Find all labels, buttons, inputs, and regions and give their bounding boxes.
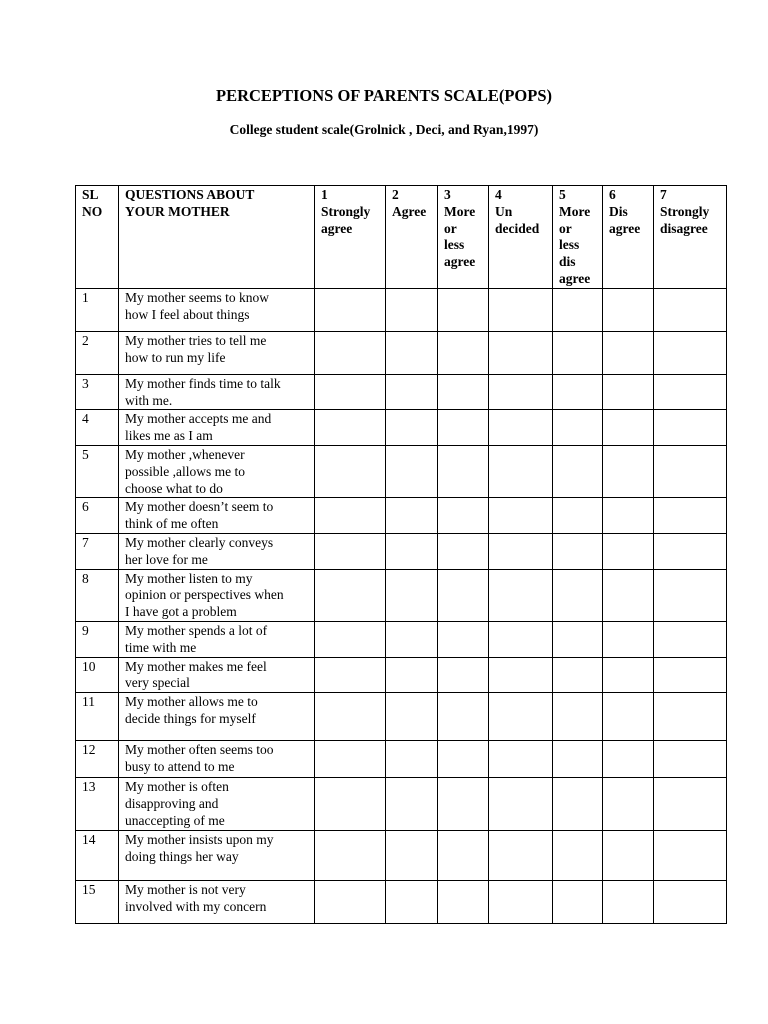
scale-number: 5 — [559, 187, 566, 202]
scale-header-7 — [654, 186, 727, 289]
rating-cell-3[interactable] — [438, 621, 489, 657]
table-row — [76, 831, 727, 881]
rating-cell-1[interactable] — [315, 445, 386, 497]
rating-cell-3[interactable] — [438, 778, 489, 831]
scale-label-line: Strongly — [321, 203, 371, 219]
row-number: 6 — [76, 498, 119, 534]
rating-cell-2[interactable] — [386, 831, 438, 881]
rating-cell-6[interactable] — [603, 410, 654, 446]
question-line: My mother is not very — [125, 882, 246, 898]
question-text — [119, 445, 315, 497]
scale-label-line: agree — [559, 270, 591, 286]
rating-cell-5[interactable] — [553, 498, 603, 534]
rating-cell-7[interactable] — [654, 621, 727, 657]
rating-cell-2[interactable] — [386, 410, 438, 446]
rating-cell-1[interactable] — [315, 657, 386, 693]
table-row — [76, 881, 727, 924]
question-line: disapproving and — [125, 795, 219, 811]
scale-header-2 — [386, 186, 438, 289]
question-line: time with me — [125, 639, 197, 655]
scale-label-line: decided — [495, 220, 540, 236]
rating-cell-1[interactable] — [315, 831, 386, 881]
question-text — [119, 410, 315, 446]
scale-label-line: less — [444, 237, 465, 253]
scale-label-line: More — [444, 203, 476, 219]
rating-cell-4[interactable] — [489, 288, 553, 331]
rating-cell-5[interactable] — [553, 410, 603, 446]
rating-cell-5[interactable] — [553, 741, 603, 778]
scale-header-6 — [603, 186, 654, 289]
question-line: My mother is often — [125, 779, 229, 795]
rating-cell-4[interactable] — [489, 778, 553, 831]
question-text — [119, 831, 315, 881]
rating-cell-2[interactable] — [386, 657, 438, 693]
rating-cell-2[interactable] — [386, 693, 438, 741]
table-row — [76, 693, 727, 741]
rating-cell-2[interactable] — [386, 498, 438, 534]
rating-cell-4[interactable] — [489, 693, 553, 741]
table-row — [76, 569, 727, 621]
rating-cell-5[interactable] — [553, 881, 603, 924]
rating-cell-4[interactable] — [489, 741, 553, 778]
rating-cell-5[interactable] — [553, 657, 603, 693]
table-row — [76, 374, 727, 410]
scale-header-3 — [438, 186, 489, 289]
scale-label-line: or — [444, 220, 457, 236]
scale-label-line: Un — [495, 203, 513, 219]
scale-label-line: Strongly — [660, 203, 710, 219]
question-line: My mother doesn’t seem to — [125, 499, 274, 515]
rating-cell-5[interactable] — [553, 693, 603, 741]
rating-cell-4[interactable] — [489, 374, 553, 410]
scale-label-line: disagree — [660, 220, 708, 236]
table-row — [76, 778, 727, 831]
question-text — [119, 741, 315, 778]
rating-cell-1[interactable] — [315, 741, 386, 778]
rating-cell-6[interactable] — [603, 831, 654, 881]
rating-cell-3[interactable] — [438, 831, 489, 881]
rating-cell-5[interactable] — [553, 831, 603, 881]
rating-cell-6[interactable] — [603, 374, 654, 410]
question-header-line: YOUR MOTHER — [125, 203, 230, 219]
question-line: her love for me — [125, 551, 208, 567]
question-line: My mother clearly conveys — [125, 534, 274, 550]
question-text — [119, 374, 315, 410]
rating-cell-5[interactable] — [553, 621, 603, 657]
rating-cell-1[interactable] — [315, 569, 386, 621]
question-line: likes me as I am — [125, 428, 213, 444]
rating-cell-4[interactable] — [489, 498, 553, 534]
rating-cell-2[interactable] — [386, 569, 438, 621]
rating-cell-1[interactable] — [315, 881, 386, 924]
table-row — [76, 410, 727, 446]
table-row — [76, 621, 727, 657]
rating-cell-1[interactable] — [315, 331, 386, 374]
rating-cell-6[interactable] — [603, 741, 654, 778]
question-text — [119, 657, 315, 693]
rating-cell-1[interactable] — [315, 778, 386, 831]
row-number: 1 — [76, 288, 119, 331]
rating-cell-6[interactable] — [603, 331, 654, 374]
rating-cell-3[interactable] — [438, 881, 489, 924]
row-number: 7 — [76, 533, 119, 569]
rating-cell-7[interactable] — [654, 831, 727, 881]
scale-label-line: agree — [609, 220, 641, 236]
question-line: My mother seems to know — [125, 289, 269, 305]
question-line: My mother allows me to — [125, 694, 258, 710]
scale-label-line: agree — [444, 254, 476, 270]
rating-cell-5[interactable] — [553, 778, 603, 831]
rating-cell-1[interactable] — [315, 693, 386, 741]
scale-number: 1 — [321, 187, 328, 202]
rating-cell-7[interactable] — [654, 741, 727, 778]
page-title: PERCEPTIONS OF PARENTS SCALE(POPS) — [216, 86, 552, 105]
question-line: think of me often — [125, 516, 219, 532]
rating-cell-5[interactable] — [553, 445, 603, 497]
rating-cell-1[interactable] — [315, 498, 386, 534]
scale-number: 2 — [392, 187, 399, 202]
scale-label-line: Agree — [392, 203, 427, 219]
question-line: My mother insists upon my — [125, 832, 274, 848]
rating-cell-7[interactable] — [654, 331, 727, 374]
question-header-line: QUESTIONS ABOUT — [125, 187, 255, 202]
rating-cell-2[interactable] — [386, 741, 438, 778]
scale-header-4 — [489, 186, 553, 289]
rating-cell-7[interactable] — [654, 445, 727, 497]
rating-cell-2[interactable] — [386, 881, 438, 924]
rating-cell-6[interactable] — [603, 498, 654, 534]
row-number: 9 — [76, 621, 119, 657]
question-line: My mother listen to my — [125, 570, 253, 586]
scale-number: 6 — [609, 187, 616, 202]
rating-cell-4[interactable] — [489, 533, 553, 569]
table-row — [76, 445, 727, 497]
scale-label-line: agree — [321, 220, 353, 236]
question-line: how I feel about things — [125, 306, 250, 322]
rating-cell-3[interactable] — [438, 374, 489, 410]
question-line: busy to attend to me — [125, 758, 235, 774]
row-number: 5 — [76, 445, 119, 497]
sl-header-line: SL — [82, 187, 99, 202]
rating-cell-2[interactable] — [386, 288, 438, 331]
rating-cell-7[interactable] — [654, 778, 727, 831]
rating-cell-3[interactable] — [438, 693, 489, 741]
scale-number: 4 — [495, 187, 502, 202]
question-line: opinion or perspectives when — [125, 587, 284, 603]
question-text — [119, 331, 315, 374]
question-text — [119, 288, 315, 331]
rating-cell-6[interactable] — [603, 778, 654, 831]
scale-header-5 — [553, 186, 603, 289]
question-line: My mother ,whenever — [125, 446, 245, 462]
rating-cell-6[interactable] — [603, 693, 654, 741]
table-row — [76, 498, 727, 534]
rating-cell-6[interactable] — [603, 288, 654, 331]
question-text — [119, 533, 315, 569]
rating-cell-1[interactable] — [315, 410, 386, 446]
question-text — [119, 569, 315, 621]
rating-cell-5[interactable] — [553, 288, 603, 331]
questions-header — [119, 186, 315, 289]
rating-cell-3[interactable] — [438, 569, 489, 621]
scale-label-line: or — [559, 220, 572, 236]
row-number: 10 — [76, 657, 119, 693]
row-number: 2 — [76, 331, 119, 374]
row-number: 14 — [76, 831, 119, 881]
rating-cell-7[interactable] — [654, 533, 727, 569]
rating-cell-5[interactable] — [553, 331, 603, 374]
row-number: 15 — [76, 881, 119, 924]
rating-cell-4[interactable] — [489, 569, 553, 621]
question-line: how to run my life — [125, 349, 226, 365]
rating-cell-3[interactable] — [438, 410, 489, 446]
rating-cell-4[interactable] — [489, 621, 553, 657]
question-line: unaccepting of me — [125, 812, 225, 828]
row-number: 13 — [76, 778, 119, 831]
table-row — [76, 741, 727, 778]
scale-label-line: Dis — [609, 203, 628, 219]
row-number: 8 — [76, 569, 119, 621]
question-line: My mother accepts me and — [125, 411, 272, 427]
question-line: possible ,allows me to — [125, 463, 245, 479]
rating-cell-3[interactable] — [438, 445, 489, 497]
question-line: I have got a problem — [125, 604, 237, 620]
scale-header-1 — [315, 186, 386, 289]
survey-table — [75, 185, 727, 924]
question-text — [119, 881, 315, 924]
question-line: very special — [125, 675, 190, 691]
question-line: My mother often seems too — [125, 742, 274, 758]
rating-cell-6[interactable] — [603, 657, 654, 693]
rating-cell-1[interactable] — [315, 288, 386, 331]
question-text — [119, 693, 315, 741]
rating-cell-7[interactable] — [654, 657, 727, 693]
rating-cell-4[interactable] — [489, 331, 553, 374]
rating-cell-5[interactable] — [553, 569, 603, 621]
rating-cell-7[interactable] — [654, 410, 727, 446]
rating-cell-7[interactable] — [654, 569, 727, 621]
rating-cell-6[interactable] — [603, 445, 654, 497]
scale-label-line: less — [559, 237, 580, 253]
rating-cell-5[interactable] — [553, 533, 603, 569]
sl-no-header — [76, 186, 119, 289]
scale-label-line: More — [559, 203, 591, 219]
rating-cell-2[interactable] — [386, 778, 438, 831]
rating-cell-3[interactable] — [438, 288, 489, 331]
table-row — [76, 331, 727, 374]
row-number: 3 — [76, 374, 119, 410]
question-text — [119, 498, 315, 534]
rating-cell-2[interactable] — [386, 533, 438, 569]
rating-cell-2[interactable] — [386, 445, 438, 497]
rating-cell-4[interactable] — [489, 445, 553, 497]
question-line: doing things her way — [125, 848, 239, 864]
sl-header-line: NO — [82, 203, 103, 219]
rating-cell-4[interactable] — [489, 831, 553, 881]
rating-cell-6[interactable] — [603, 533, 654, 569]
table-row — [76, 533, 727, 569]
rating-cell-3[interactable] — [438, 331, 489, 374]
rating-cell-2[interactable] — [386, 374, 438, 410]
scale-label-line: dis — [559, 254, 576, 270]
question-line: My mother tries to tell me — [125, 332, 267, 348]
rating-cell-1[interactable] — [315, 621, 386, 657]
rating-cell-1[interactable] — [315, 374, 386, 410]
rating-cell-6[interactable] — [603, 881, 654, 924]
question-line: decide things for myself — [125, 710, 256, 726]
rating-cell-3[interactable] — [438, 657, 489, 693]
header-row — [76, 186, 727, 289]
rating-cell-3[interactable] — [438, 741, 489, 778]
question-text — [119, 621, 315, 657]
rating-cell-6[interactable] — [603, 569, 654, 621]
rating-cell-3[interactable] — [438, 498, 489, 534]
table-row — [76, 288, 727, 331]
rating-cell-3[interactable] — [438, 533, 489, 569]
page-subtitle: College student scale(Grolnick , Deci, and Ryan,1997) — [229, 122, 539, 137]
row-number: 12 — [76, 741, 119, 778]
rating-cell-5[interactable] — [553, 374, 603, 410]
question-line: involved with my concern — [125, 898, 267, 914]
rating-cell-7[interactable] — [654, 693, 727, 741]
rating-cell-6[interactable] — [603, 621, 654, 657]
rating-cell-7[interactable] — [654, 881, 727, 924]
rating-cell-4[interactable] — [489, 657, 553, 693]
rating-cell-4[interactable] — [489, 410, 553, 446]
question-line: with me. — [125, 392, 173, 408]
rating-cell-4[interactable] — [489, 881, 553, 924]
question-line: My mother finds time to talk — [125, 375, 281, 391]
rating-cell-2[interactable] — [386, 331, 438, 374]
rating-cell-1[interactable] — [315, 533, 386, 569]
row-number: 4 — [76, 410, 119, 446]
question-text — [119, 778, 315, 831]
scale-number: 7 — [660, 187, 667, 202]
rating-cell-7[interactable] — [654, 498, 727, 534]
scale-number: 3 — [444, 187, 451, 202]
question-line: My mother spends a lot of — [125, 622, 268, 638]
question-line: choose what to do — [125, 480, 223, 496]
question-line: My mother makes me feel — [125, 658, 267, 674]
rating-cell-2[interactable] — [386, 621, 438, 657]
rating-cell-7[interactable] — [654, 288, 727, 331]
row-number: 11 — [76, 693, 119, 741]
table-row — [76, 657, 727, 693]
rating-cell-7[interactable] — [654, 374, 727, 410]
